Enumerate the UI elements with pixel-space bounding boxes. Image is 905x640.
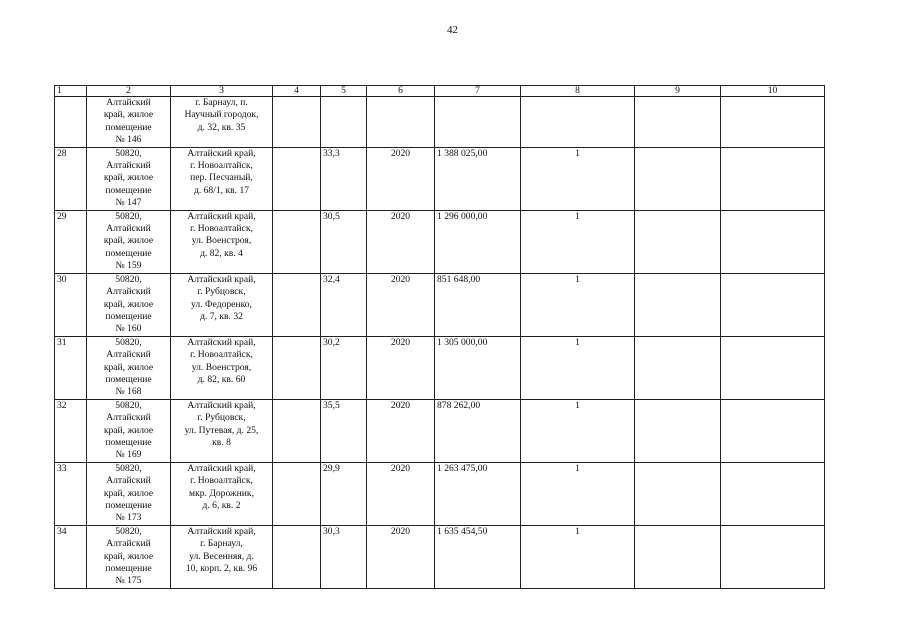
row-number-cell: 32 [55,399,87,462]
row-number-cell: 29 [55,210,87,273]
column-4-cell [273,336,321,399]
property-table [54,85,825,589]
quantity-cell: 1 [521,147,635,210]
column-header: 4 [273,86,321,97]
column-10-cell [721,273,825,336]
row-number-cell: 33 [55,462,87,525]
year-cell: 2020 [367,462,435,525]
table-row [55,462,825,525]
column-4-cell [273,97,321,148]
cost-cell: 1 635 454,50 [435,525,521,588]
column-9-cell [635,399,721,462]
year-cell: 2020 [367,336,435,399]
quantity-cell: 1 [521,210,635,273]
column-4-cell [273,462,321,525]
column-header: 8 [521,86,635,97]
object-code-cell: 50820, Алтайский край, жилое помещение № 175 [87,525,171,588]
year-cell: 2020 [367,273,435,336]
column-9-cell [635,210,721,273]
row-number-cell: 34 [55,525,87,588]
object-code-cell: 50820, Алтайский край, жилое помещение № 147 [87,147,171,210]
column-10-cell [721,525,825,588]
object-code-cell: 50820, Алтайский край, жилое помещение № 160 [87,273,171,336]
column-header: 1 [55,86,87,97]
row-number-cell: 31 [55,336,87,399]
cost-cell: 1 296 000,00 [435,210,521,273]
quantity-cell: 1 [521,525,635,588]
area-cell: 35,5 [321,399,367,462]
address-cell: Алтайский край, г. Рубцовск, ул. Федоренко, д. 7, кв. 32 [171,273,273,336]
column-header: 6 [367,86,435,97]
address-cell: Алтайский край, г. Новоалтайск, мкр. Дорожник, д. 6, кв. 2 [171,462,273,525]
cost-cell: 1 263 475,00 [435,462,521,525]
quantity-cell: 1 [521,462,635,525]
column-4-cell [273,210,321,273]
column-number-row [55,86,825,97]
table-row [55,525,825,588]
address-cell: Алтайский край, г. Новоалтайск, ул. Военстроя, д. 82, кв. 4 [171,210,273,273]
object-code-cell: 50820, Алтайский край, жилое помещение № 168 [87,336,171,399]
quantity-cell: 1 [521,273,635,336]
address-cell: Алтайский край, г. Барнаул, ул. Весенняя, д. 10, корп. 2, кв. 96 [171,525,273,588]
table-row [55,399,825,462]
row-number-cell [55,97,87,148]
address-cell: Алтайский край, г. Рубцовск, ул. Путевая, д. 25, кв. 8 [171,399,273,462]
column-10-cell [721,399,825,462]
column-9-cell [635,273,721,336]
cost-cell [435,97,521,148]
year-cell: 2020 [367,525,435,588]
row-number-cell: 28 [55,147,87,210]
area-cell: 29,9 [321,462,367,525]
address-cell: Алтайский край, г. Новоалтайск, ул. Военстроя, д. 82, кв. 60 [171,336,273,399]
column-10-cell [721,97,825,148]
column-10-cell [721,210,825,273]
column-4-cell [273,525,321,588]
object-code-cell: Алтайский край, жилое помещение № 146 [87,97,171,148]
column-10-cell [721,336,825,399]
cost-cell: 1 388 025,00 [435,147,521,210]
column-header: 9 [635,86,721,97]
object-code-cell: 50820, Алтайский край, жилое помещение № 159 [87,210,171,273]
object-code-cell: 50820, Алтайский край, жилое помещение № 169 [87,399,171,462]
area-cell [321,97,367,148]
area-cell: 30,5 [321,210,367,273]
table-row [55,336,825,399]
cost-cell: 878 262,00 [435,399,521,462]
column-header: 7 [435,86,521,97]
address-cell: г. Барнаул, п. Научный городок, д. 32, кв. 35 [171,97,273,148]
column-10-cell [721,462,825,525]
object-code-cell: 50820, Алтайский край, жилое помещение № 173 [87,462,171,525]
area-cell: 33,3 [321,147,367,210]
quantity-cell [521,97,635,148]
column-header: 3 [171,86,273,97]
row-number-cell: 30 [55,273,87,336]
column-4-cell [273,399,321,462]
column-4-cell [273,273,321,336]
column-9-cell [635,147,721,210]
year-cell: 2020 [367,210,435,273]
quantity-cell: 1 [521,336,635,399]
area-cell: 30,2 [321,336,367,399]
year-cell: 2020 [367,147,435,210]
column-4-cell [273,147,321,210]
year-cell [367,97,435,148]
column-header: 10 [721,86,825,97]
table-row [55,273,825,336]
table-row [55,97,825,148]
column-9-cell [635,97,721,148]
cost-cell: 1 305 000,00 [435,336,521,399]
column-9-cell [635,462,721,525]
page-number: 42 [447,24,458,36]
column-header: 5 [321,86,367,97]
column-10-cell [721,147,825,210]
area-cell: 30,3 [321,525,367,588]
quantity-cell: 1 [521,399,635,462]
column-9-cell [635,525,721,588]
address-cell: Алтайский край, г. Новоалтайск, пер. Песчаный, д. 68/1, кв. 17 [171,147,273,210]
column-header: 2 [87,86,171,97]
table-row [55,210,825,273]
cost-cell: 851 648,00 [435,273,521,336]
column-9-cell [635,336,721,399]
table-row [55,147,825,210]
area-cell: 32,4 [321,273,367,336]
year-cell: 2020 [367,399,435,462]
